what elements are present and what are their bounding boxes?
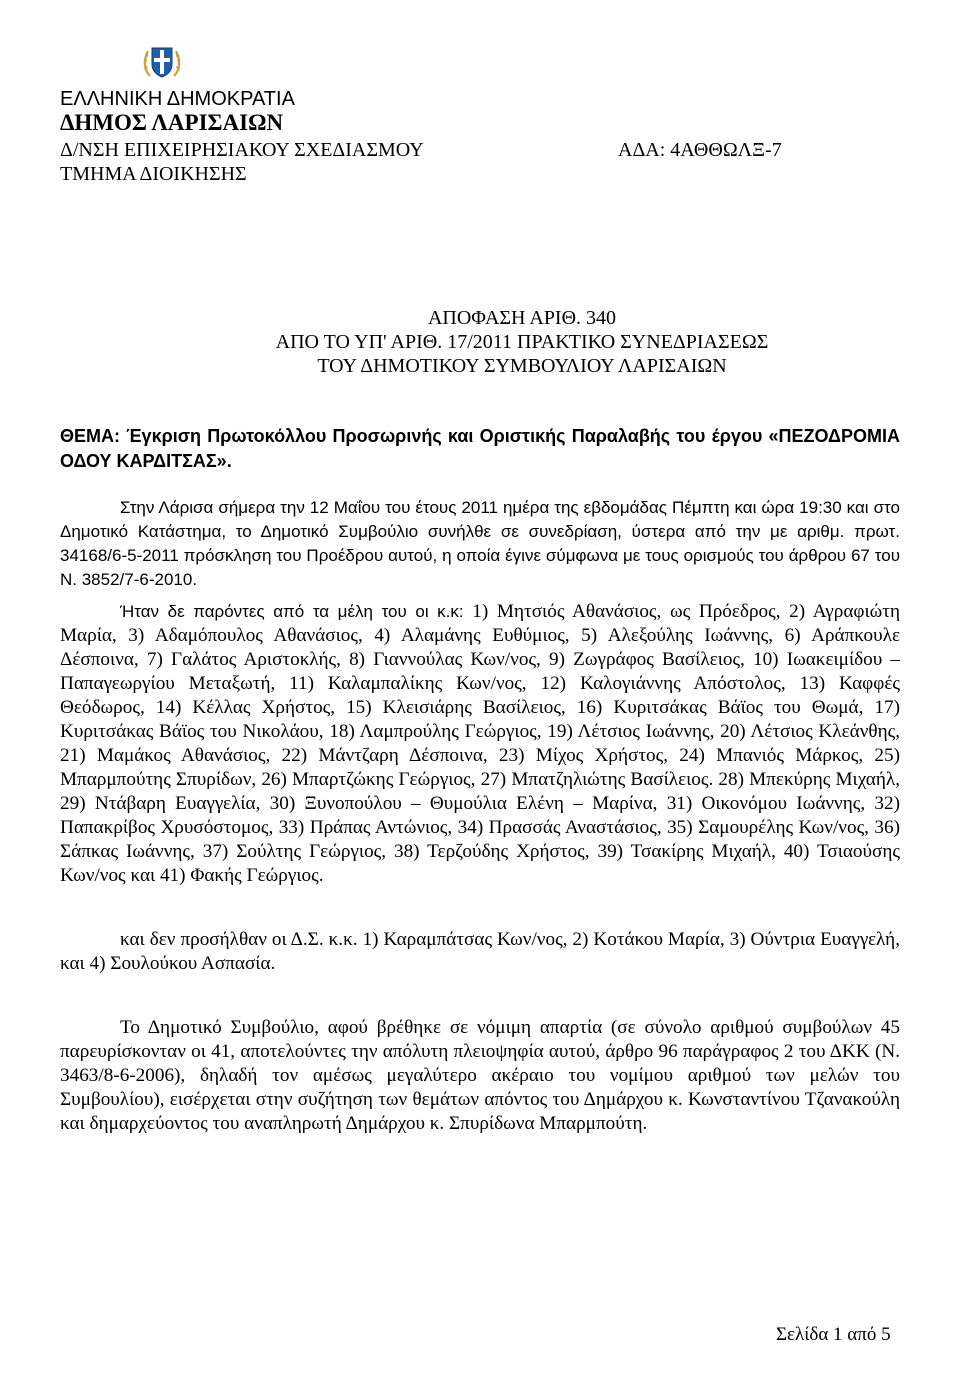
present-members-list: 1) Μητσιός Αθανάσιος, ως Πρόεδρος, 2) Αγραφιώτη Μαρία, 3) Αδαμόπουλος Αθανάσιος, 4) Αλαμάνης Ευθύμιος, 5) Αλεξούλης Ιωάννης, 6) Αράπκουλε Δέσποινα, 7) Γαλάτος Αριστοκλής, 8) Γιαννούλας Κων/νος, 9) Ζωγράφος Βασίλειος, 10) Ιωακειμίδου – Παπαγεωργίου Μεταξωτή, 11) Καλαμπαλίκης Κων/νος, 12) Καλογιάννης Απόστολος, 13) Καφφές Θεόδωρος, 14) Κέλλας Χρήστος, 15) Κλεισιάρης Βασίλειος, 16) Κυριτσάκας Βάϊος του Θωμά, 17) Κυριτσάκας Βάϊος του Νικολάου, 18) Λαμπρούλης Γεώργιος, 19) Λέτσιος Ιωάννης, 20) Λέτσιος Κλεάνθης, 21) Μαμάκος Αθανάσιος, 22) Μάντζαρη Δέσποινα, 23) Μίχος Χρήστος, 24) Μπανιός Μάρκος, 25) Μπαρμπούτης Σπυρίδων, 26) Μπαρτζώκης Γεώργιος, 27) Μπατζηλιώτης Βασίλειος. 28) Μπεκύρης Μιχαήλ, 29) Ντάβαρη Ευαγγελία, 30) Ξυνοπούλου – Θυμούλια Ελένη – Μαρίνα, 31) Οικονόμου Ιωάννης, 32) Παπακρίβος Χρυσόστομος, 33) Πράπας Αντώνιος, 34) Πρασσάς Αναστάσιος, 35) Σαμουρέλης Κων/νος, 36) Σάπκας Ιωάννης, 37) Σούλτης Γεώργιος, 38) Τερζούδης Χρήστος, 39) Τσακίρης Μιχαήλ, 40) Τσιαούσης Κων/νος και 41) Φακής Γεώργιος.: [60, 601, 900, 886]
ada-code: ΑΔΑ: 4ΑΘΘΩΛΞ-7: [618, 139, 782, 161]
decision-number: ΑΠΟΦΑΣΗ ΑΡΙΘ. 340: [427, 307, 617, 329]
quorum-paragraph: Το Δημοτικό Συμβούλιο, αφού βρέθηκε σε νόμιμη απαρτία (σε σύνολο αριθμού συμβούλων 45 παρευρίσκονταν οι 41, αποτελούντες την απόλυτη πλειοψηφία αυτού, άρθρο 96 παράγραφος 2 του ΔΚΚ (Ν. 3463/8-6-2006), δηλαδή τον αμέσως μεγαλύτερο ακέραιο του νομίμου αριθμού των μελών του Συμβουλίου), εισέρχεται στην συζήτηση των θεμάτων απόντος του Δημάρχου κ. Κωνσταντίνου Τζανακούλη και δημαρχεύοντος του αναπληρωτή Δημάρχου κ. Σπυρίδωνα Μπαρμπούτη.: [60, 1017, 900, 1134]
header-department: ΤΜΗΜΑ ΔΙΟΙΚΗΣΗΣ: [60, 163, 247, 185]
intro-paragraph: Στην Λάρισα σήμερα την 12 Μαΐου του έτους 2011 ημέρα της εβδομάδας Πέμπτη και ώρα 19:30 και στο Δημοτικό Κατάστημα, το Δημοτικό Συμβούλιο συνήλθε σε συνεδρίαση, ύστερα από την με αριθμ. πρωτ. 34168/6-5-2011 πρόσκληση του Προέδρου αυτού, η οποία έγινε σύμφωνα με τους ορισμούς του άρθρου 67 του Ν. 3852/7-6-2010.: [60, 498, 900, 589]
present-members-paragraph: [60, 600, 900, 888]
header-directorate: Δ/ΝΣΗ ΕΠΙΧΕΙΡΗΣΙΑΚΟΥ ΣΧΕΔΙΑΣΜΟΥ: [60, 139, 424, 161]
page-number: Σελίδα 1 από 5: [776, 1324, 891, 1345]
present-members-lead: Ήταν δε παρόντες από τα μέλη του οι κ.κ:: [120, 602, 464, 621]
header-municipality: ΔΗΜΟΣ ΛΑΡΙΣΑΙΩΝ: [60, 110, 284, 135]
greek-coat-of-arms-icon: [140, 40, 184, 84]
council-name: ΤΟΥ ΔΗΜΟΤΙΚΟΥ ΣΥΜΒΟΥΛΙΟΥ ΛΑΡΙΣΑΙΩΝ: [317, 355, 727, 377]
subject-line: ΘΕΜΑ: Έγκριση Πρωτοκόλλου Προσωρινής και Οριστικής Παραλαβής του έργου «ΠΕΖΟΔΡΟΜΙΑ ΟΔΟΥ ΚΑΡΔΙΤΣΑΣ».: [60, 426, 900, 471]
minutes-reference: ΑΠΟ ΤΟ ΥΠ' ΑΡΙΘ. 17/2011 ΠΡΑΚΤΙΚΟ ΣΥΝΕΔΡΙΑΣΕΩΣ: [275, 331, 769, 353]
absent-members-paragraph: και δεν προσήλθαν οι Δ.Σ. κ.κ. 1) Καραμπάτσας Κων/νος, 2) Κοτάκου Μαρία, 3) Ούντρια Ευαγγελή, και 4) Σουλούκου Ασπασία.: [60, 929, 900, 974]
header-country: ΕΛΛΗΝΙΚΗ ΔΗΜΟΚΡΑΤΙΑ: [60, 88, 295, 110]
